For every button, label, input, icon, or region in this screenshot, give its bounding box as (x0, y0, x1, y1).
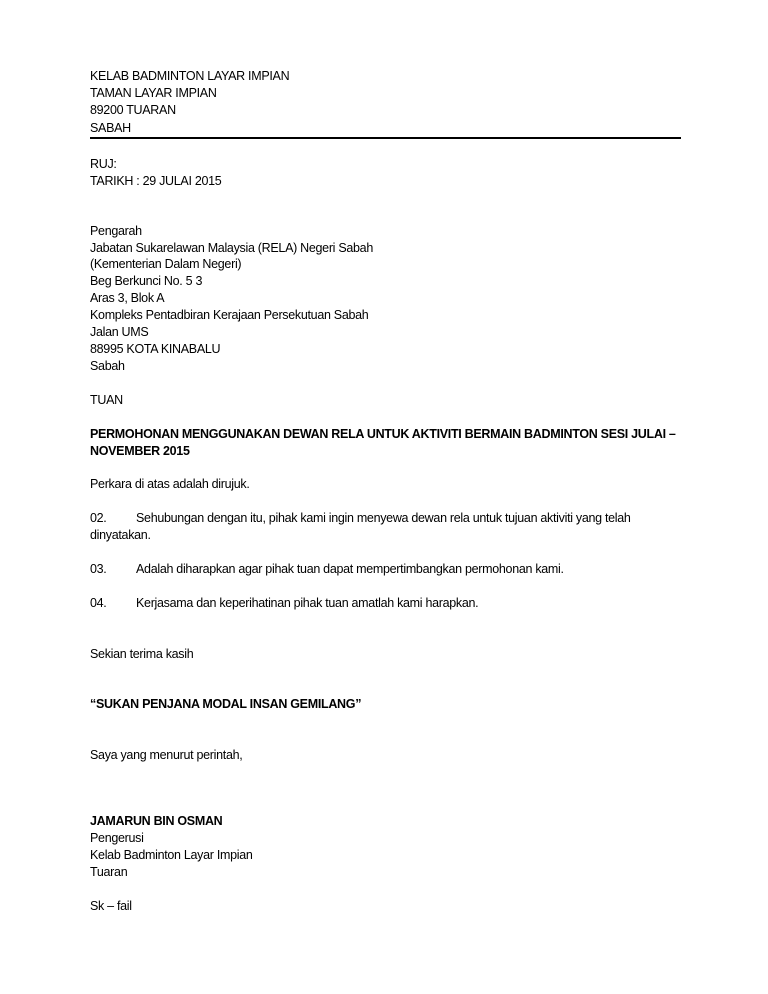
sender-address-line: TAMAN LAYAR IMPIAN (90, 86, 217, 100)
copy-to: Sk – fail (90, 899, 132, 913)
letter-date: TARIKH : 29 JULAI 2015 (90, 174, 222, 188)
recipient-line: Aras 3, Blok A (90, 291, 165, 305)
recipient-line: (Kementerian Dalam Negeri) (90, 257, 242, 271)
subject-line: NOVEMBER 2015 (90, 444, 190, 458)
signatory-name: JAMARUN BIN OSMAN (90, 814, 223, 828)
paragraph-text: Adalah diharapkan agar pihak tuan dapat mempertimbangkan permohonan kami. (136, 562, 564, 576)
paragraph-text: Sehubungan dengan itu, pihak kami ingin menyewa dewan rela untuk tujuan aktiviti yang telah (136, 511, 631, 525)
sender-postcode: 89200 TUARAN (90, 103, 176, 117)
paragraph-2-continued: dinyatakan. (90, 528, 151, 542)
recipient-line: Sabah (90, 359, 125, 373)
paragraph-4 (90, 595, 478, 611)
sender-state: SABAH (90, 121, 131, 135)
sender-name: KELAB BADMINTON LAYAR IMPIAN (90, 69, 290, 83)
signatory-title: Pengerusi (90, 831, 144, 845)
motto: “SUKAN PENJANA MODAL INSAN GEMILANG” (90, 697, 362, 711)
recipient-line: 88995 KOTA KINABALU (90, 342, 221, 356)
paragraph-number: 04. (90, 596, 107, 610)
recipient-line: Beg Berkunci No. 5 3 (90, 274, 203, 288)
closing-yours: Saya yang menurut perintah, (90, 748, 243, 762)
paragraph-3 (90, 561, 564, 577)
paragraph-1: Perkara di atas adalah dirujuk. (90, 477, 250, 491)
salutation: TUAN (90, 393, 123, 407)
reference: RUJ: (90, 157, 117, 171)
paragraph-2 (90, 510, 631, 526)
closing-thanks: Sekian terima kasih (90, 647, 194, 661)
signatory-place: Tuaran (90, 865, 128, 879)
recipient-line: Pengarah (90, 224, 142, 238)
recipient-line: Jalan UMS (90, 325, 149, 339)
recipient-line: Kompleks Pentadbiran Kerajaan Persekutuan Sabah (90, 308, 369, 322)
paragraph-text: Kerjasama dan keperihatinan pihak tuan amatlah kami harapkan. (136, 596, 479, 610)
letterhead-divider (90, 137, 681, 139)
paragraph-number: 02. (90, 511, 107, 525)
paragraph-number: 03. (90, 562, 107, 576)
signatory-organisation: Kelab Badminton Layar Impian (90, 848, 253, 862)
recipient-line: Jabatan Sukarelawan Malaysia (RELA) Negeri Sabah (90, 241, 373, 255)
subject-line: PERMOHONAN MENGGUNAKAN DEWAN RELA UNTUK AKTIVITI BERMAIN BADMINTON SESI JULAI – (90, 427, 676, 441)
